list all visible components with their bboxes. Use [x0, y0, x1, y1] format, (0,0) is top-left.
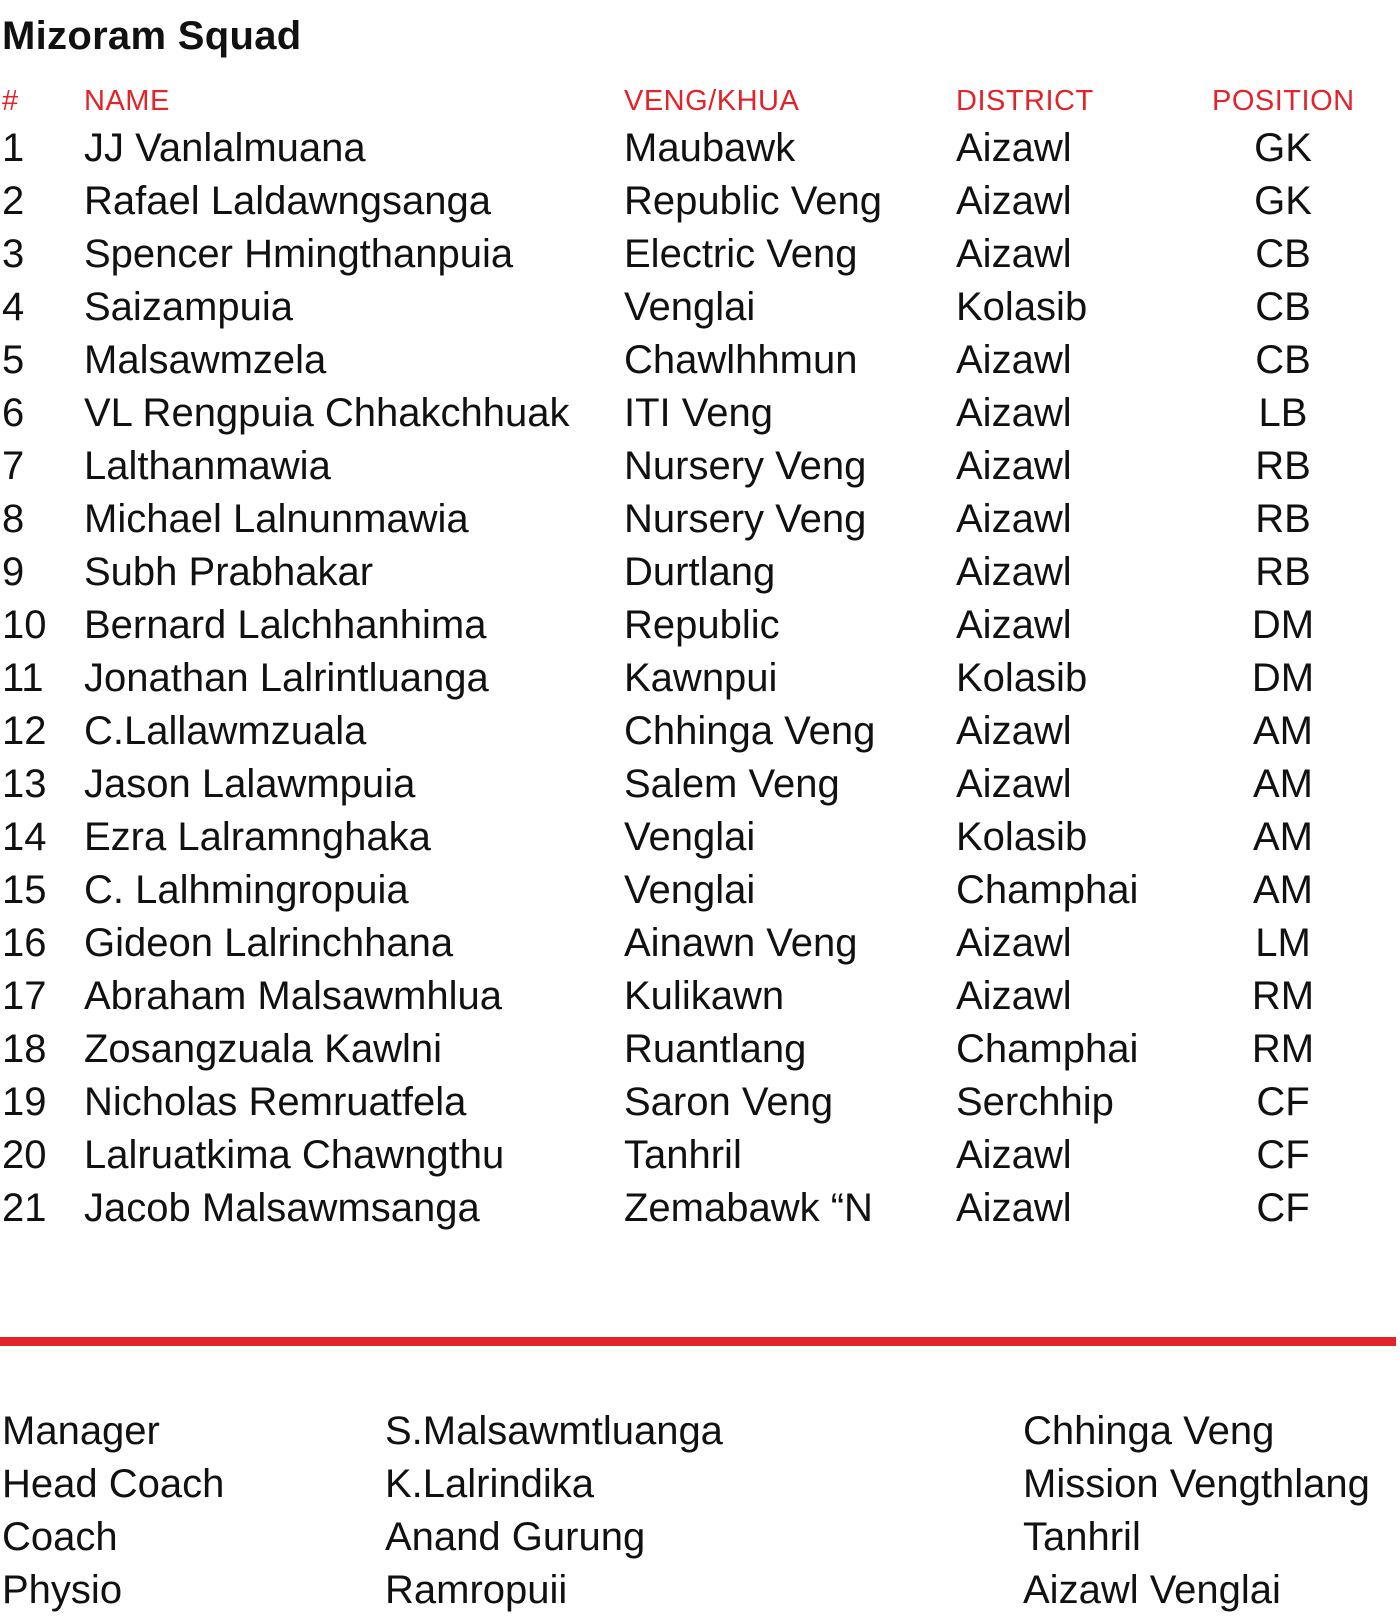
player-position: GK: [1254, 179, 1312, 223]
staff-place: Tanhril: [1023, 1515, 1141, 1559]
player-name: Jonathan Lalrintluanga: [84, 656, 489, 700]
player-name: Zosangzuala Kawlni: [84, 1027, 442, 1071]
player-number: 11: [2, 656, 44, 700]
staff-row: [0, 1564, 1400, 1617]
player-number: 10: [2, 603, 47, 647]
player-number: 21: [2, 1186, 47, 1230]
player-position: DM: [1251, 656, 1315, 700]
player-number: 7: [2, 444, 25, 488]
player-name: Bernard Lalchhanhima: [84, 603, 487, 647]
player-name: Subh Prabhakar: [84, 550, 374, 594]
player-veng: Maubawk: [624, 126, 796, 170]
player-name: Gideon Lalrinchhana: [84, 921, 454, 965]
player-district: Serchhip: [956, 1080, 1114, 1124]
table-row: [0, 334, 1400, 387]
player-veng: Ainawn Veng: [624, 921, 858, 965]
player-name: Saizampuia: [84, 285, 294, 329]
player-position: CF: [1256, 1133, 1310, 1177]
table-row: [0, 175, 1400, 228]
player-position: LB: [1258, 391, 1308, 435]
player-district: Aizawl: [956, 338, 1072, 382]
player-veng: Salem Veng: [624, 762, 840, 806]
player-veng: Venglai: [624, 285, 756, 329]
player-veng: Durtlang: [624, 550, 776, 594]
player-veng: Tanhril: [624, 1133, 742, 1177]
player-position: RM: [1251, 1027, 1315, 1071]
player-position: CB: [1255, 232, 1311, 276]
player-name: Jason Lalawmpuia: [84, 762, 416, 806]
player-district: Aizawl: [956, 709, 1072, 753]
player-number: 20: [2, 1133, 47, 1177]
player-number: 16: [2, 921, 47, 965]
player-name: Ezra Lalramnghaka: [84, 815, 431, 859]
player-district: Aizawl: [956, 974, 1072, 1018]
staff-role: Manager: [2, 1409, 160, 1453]
staff-role: Head Coach: [2, 1462, 225, 1506]
staff-row: [0, 1405, 1400, 1458]
player-district: Kolasib: [956, 815, 1088, 859]
player-district: Aizawl: [956, 762, 1072, 806]
player-position: AM: [1253, 762, 1313, 806]
player-position: AM: [1253, 868, 1313, 912]
player-name: Michael Lalnunmawia: [84, 497, 469, 541]
player-veng: Chhinga Veng: [624, 709, 876, 753]
player-number: 5: [2, 338, 25, 382]
player-district: Aizawl: [956, 232, 1072, 276]
player-veng: Electric Veng: [624, 232, 858, 276]
player-position: GK: [1254, 126, 1312, 170]
player-veng: ITI Veng: [624, 391, 773, 435]
page-title: Mizoram Squad: [2, 14, 302, 58]
player-number: 12: [2, 709, 47, 753]
player-name: Lalthanmawia: [84, 444, 331, 488]
staff-row: [0, 1458, 1400, 1511]
table-row: [0, 864, 1400, 917]
player-number: 6: [2, 391, 25, 435]
player-position: AM: [1253, 815, 1313, 859]
player-position: AM: [1253, 709, 1313, 753]
staff-name: S.Malsawmtluanga: [385, 1409, 723, 1453]
player-veng: Chawlhhmun: [624, 338, 858, 382]
player-position: RB: [1255, 550, 1311, 594]
player-district: Champhai: [956, 868, 1139, 912]
table-row: [0, 1076, 1400, 1129]
player-name: Malsawmzela: [84, 338, 327, 382]
player-district: Aizawl: [956, 1186, 1072, 1230]
squad-table: [0, 80, 1400, 1235]
player-number: 9: [2, 550, 25, 594]
table-row: [0, 1182, 1400, 1235]
staff-place: Mission Vengthlang: [1023, 1462, 1370, 1506]
header-veng: VENG/KHUA: [624, 85, 800, 117]
player-veng: Ruantlang: [624, 1027, 807, 1071]
player-veng: Saron Veng: [624, 1080, 834, 1124]
staff-name: Anand Gurung: [385, 1515, 646, 1559]
player-name: Jacob Malsawmsanga: [84, 1186, 480, 1230]
header-position: POSITION: [1212, 85, 1355, 117]
player-position: RB: [1255, 497, 1311, 541]
player-number: 2: [2, 179, 25, 223]
staff-role: Coach: [2, 1515, 118, 1559]
player-number: 3: [2, 232, 25, 276]
player-district: Kolasib: [956, 285, 1088, 329]
player-district: Champhai: [956, 1027, 1139, 1071]
table-header-row: [0, 80, 1400, 122]
table-row: [0, 705, 1400, 758]
player-veng: Venglai: [624, 815, 756, 859]
player-district: Aizawl: [956, 550, 1072, 594]
table-row: [0, 1129, 1400, 1182]
table-row: [0, 599, 1400, 652]
player-position: RM: [1251, 974, 1315, 1018]
player-number: 4: [2, 285, 25, 329]
player-district: Aizawl: [956, 179, 1072, 223]
player-district: Kolasib: [956, 656, 1088, 700]
table-row: [0, 493, 1400, 546]
player-number: 17: [2, 974, 47, 1018]
player-veng: Nursery Veng: [624, 497, 867, 541]
player-number: 14: [2, 815, 47, 859]
player-district: Aizawl: [956, 444, 1072, 488]
player-number: 8: [2, 497, 25, 541]
staff-row: [0, 1511, 1400, 1564]
player-position: DM: [1251, 603, 1315, 647]
player-veng: Venglai: [624, 868, 756, 912]
player-veng: Republic: [624, 603, 780, 647]
player-district: Aizawl: [956, 126, 1072, 170]
player-number: 18: [2, 1027, 47, 1071]
player-veng: Kulikawn: [624, 974, 785, 1018]
player-number: 1: [2, 126, 25, 170]
staff-role: Physio: [2, 1568, 123, 1612]
table-row: [0, 652, 1400, 705]
section-divider: [0, 1337, 1396, 1346]
table-row: [0, 440, 1400, 493]
table-row: [0, 970, 1400, 1023]
player-name: VL Rengpuia Chhakchhuak: [84, 391, 570, 435]
table-row: [0, 811, 1400, 864]
player-district: Aizawl: [956, 603, 1072, 647]
staff-place: Chhinga Veng: [1023, 1409, 1275, 1453]
player-name: Nicholas Remruatfela: [84, 1080, 467, 1124]
staff-place: Aizawl Venglai: [1023, 1568, 1281, 1612]
table-row: [0, 228, 1400, 281]
player-district: Aizawl: [956, 497, 1072, 541]
player-district: Aizawl: [956, 391, 1072, 435]
player-district: Aizawl: [956, 921, 1072, 965]
player-position: CF: [1256, 1080, 1310, 1124]
player-position: RB: [1255, 444, 1311, 488]
header-number: #: [2, 85, 19, 117]
player-veng: Nursery Veng: [624, 444, 867, 488]
player-district: Aizawl: [956, 1133, 1072, 1177]
player-number: 15: [2, 868, 47, 912]
player-number: 19: [2, 1080, 47, 1124]
staff-list: [0, 1405, 1400, 1617]
staff-name: Ramropuii: [385, 1568, 568, 1612]
staff-name: K.Lalrindika: [385, 1462, 595, 1506]
player-name: Abraham Malsawmhlua: [84, 974, 502, 1018]
player-name: Spencer Hmingthanpuia: [84, 232, 514, 276]
header-district: DISTRICT: [956, 85, 1094, 117]
table-row: [0, 758, 1400, 811]
player-veng: Kawnpui: [624, 656, 778, 700]
player-position: CB: [1255, 338, 1311, 382]
header-name: NAME: [84, 85, 170, 117]
table-row: [0, 387, 1400, 440]
player-name: Lalruatkima Chawngthu: [84, 1133, 505, 1177]
player-name: C.Lallawmzuala: [84, 709, 367, 753]
table-row: [0, 122, 1400, 175]
table-row: [0, 546, 1400, 599]
player-position: CB: [1255, 285, 1311, 329]
player-position: CF: [1256, 1186, 1310, 1230]
player-veng: Zemabawk “N: [624, 1186, 873, 1230]
player-name: Rafael Laldawngsanga: [84, 179, 491, 223]
table-row: [0, 917, 1400, 970]
table-row: [0, 1023, 1400, 1076]
player-name: C. Lalhmingropuia: [84, 868, 409, 912]
table-row: [0, 281, 1400, 334]
player-name: JJ Vanlalmuana: [84, 126, 366, 170]
player-number: 13: [2, 762, 47, 806]
player-position: LM: [1255, 921, 1311, 965]
player-veng: Republic Veng: [624, 179, 882, 223]
